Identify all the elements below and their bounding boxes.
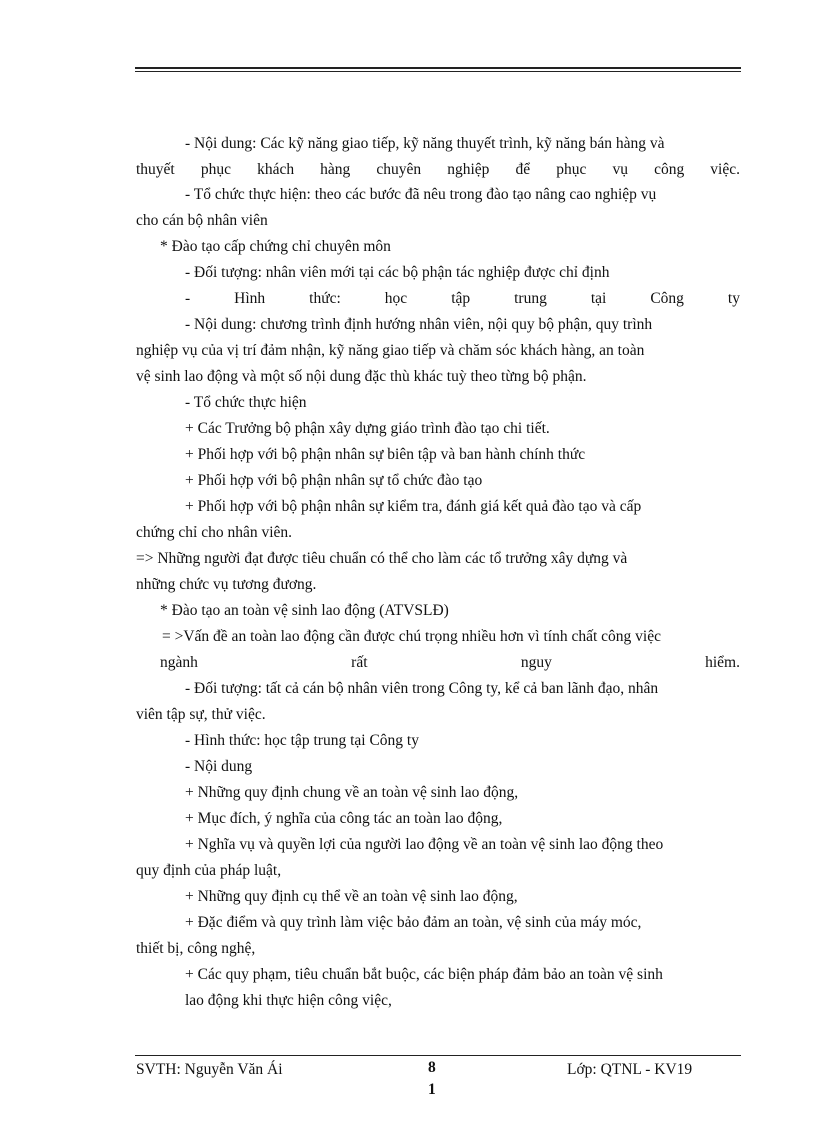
text-line: - Nội dung [185,758,253,775]
text-line: viên tập sự, thử việc. [136,706,266,723]
text-line: vệ sinh lao động và một số nội dung đặc thù khác tuỳ theo từng bộ phận. [136,368,587,385]
text-line: + Những quy định cụ thể về an toàn vệ sinh lao động, [185,888,518,905]
text-line: - Hình thức: học tập trung tại Công ty [185,732,419,749]
text-line: + Phối hợp với bộ phận nhân sự kiểm tra, đánh giá kết quả đào tạo và cấp [185,498,642,515]
text-line: ngành rất nguy hiểm. [160,654,740,671]
text-line: thiết bị, công nghệ, [136,940,256,957]
text-line: nghiệp vụ của vị trí đảm nhận, kỹ năng giao tiếp và chăm sóc khách hàng, an toàn [136,342,645,359]
text-line: quy định của pháp luật, [136,862,282,879]
header-rule-thin [135,71,741,72]
footer-rule [135,1055,741,1056]
text-line: những chức vụ tương đương. [136,576,317,593]
text-line: + Các Trưởng bộ phận xây dựng giáo trình đào tạo chi tiết. [185,420,550,437]
text-line: + Mục đích, ý nghĩa của công tác an toàn lao động, [185,810,503,827]
text-line: cho cán bộ nhân viên [136,212,268,229]
text-line: - Đối tượng: nhân viên mới tại các bộ phận tác nghiệp được chỉ định [185,264,610,281]
footer-author: SVTH: Nguyễn Văn Ái [136,1061,283,1078]
text-line: + Đặc điểm và quy trình làm việc bảo đảm an toàn, vệ sinh của máy móc, [185,914,642,931]
text-line: + Nghĩa vụ và quyền lợi của người lao động về an toàn vệ sinh lao động theo [185,836,664,853]
text-line: - Nội dung: chương trình định hướng nhân viên, nội quy bộ phận, quy trình [185,316,653,333]
text-line: + Phối hợp với bộ phận nhân sự biên tập và ban hành chính thức [185,446,586,463]
section-heading: * Đào tạo an toàn vệ sinh lao động (ATVSLĐ) [160,602,449,619]
header-rule [135,67,741,69]
text-line: + Những quy định chung về an toàn vệ sinh lao động, [185,784,519,801]
section-heading: * Đào tạo cấp chứng chỉ chuyên môn [160,238,391,255]
text-line: - Tổ chức thực hiện [185,394,307,411]
text-line: - Đối tượng: tất cả cán bộ nhân viên trong Công ty, kể cả ban lãnh đạo, nhân [185,680,659,697]
text-line: chứng chỉ cho nhân viên. [136,524,293,541]
page-number: 8 [428,1059,436,1076]
text-line: + Các quy phạm, tiêu chuẩn bắt buộc, các biện pháp đảm bảo an toàn vệ sinh [185,966,663,983]
text-line: => Những người đạt được tiêu chuẩn có thể cho làm các tổ trưởng xây dựng và [136,550,628,567]
text-line: lao động khi thực hiện công việc, [185,992,392,1009]
text-line: thuyết phục khách hàng chuyên nghiệp để phục vụ công việc. [136,161,740,178]
page-number-second: 1 [428,1081,436,1098]
text-line: = >Vấn đề an toàn lao động cần được chú trọng nhiều hơn vì tính chất công việc [162,628,661,645]
text-line: - Nội dung: Các kỹ năng giao tiếp, kỹ năng thuyết trình, kỹ năng bán hàng và [185,135,665,152]
text-line: + Phối hợp với bộ phận nhân sự tổ chức đào tạo [185,472,483,489]
footer-class: Lớp: QTNL - KV19 [567,1061,693,1078]
text-line: - Hình thức: học tập trung tại Công ty [185,290,740,307]
text-line: - Tổ chức thực hiện: theo các bước đã nêu trong đào tạo nâng cao nghiệp vụ [185,186,657,203]
